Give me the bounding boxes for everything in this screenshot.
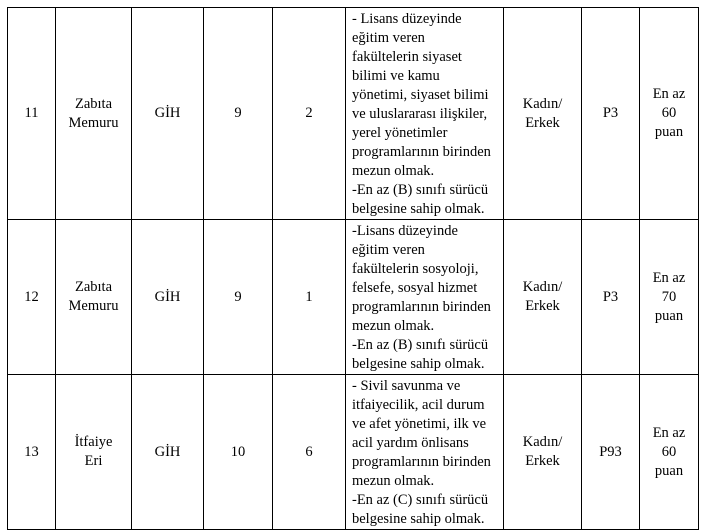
table-row (8, 8, 699, 220)
requirement-line: programlarının birinden (352, 299, 491, 315)
requirement-line: - Sivil savunma ve (352, 378, 461, 394)
table-row (8, 220, 699, 375)
requirement-line: ve afet yönetimi, ilk ve (352, 416, 487, 432)
position-count: 2 (273, 8, 346, 220)
gender (504, 375, 582, 530)
position-class: GİH (132, 8, 204, 220)
row-number: 11 (8, 8, 56, 220)
position-title-line: Eri (84, 453, 103, 469)
gender-line: Kadın/ (522, 95, 563, 112)
position-class: GİH (132, 220, 204, 375)
requirement-line: felsefe, sosyal hizmet (352, 280, 478, 296)
gender-line: Erkek (525, 298, 560, 314)
minimum-score (640, 8, 699, 220)
requirement-line: programlarının birinden (352, 144, 491, 160)
position-title-line: Memuru (68, 298, 119, 314)
position-title (56, 8, 132, 220)
requirement-line: ve uluslararası ilişkiler, (352, 106, 488, 122)
position-class: GİH (132, 375, 204, 530)
requirement-line: -En az (B) sınıfı sürücü (352, 182, 489, 198)
position-count: 1 (273, 220, 346, 375)
position-title (56, 220, 132, 375)
requirement-line: -En az (B) sınıfı sürücü (352, 337, 489, 353)
table-row (8, 375, 699, 530)
positions-table (7, 7, 699, 530)
requirements (346, 220, 504, 375)
position-count: 6 (273, 375, 346, 530)
requirement-line: belgesine sahip olmak. (352, 201, 485, 217)
requirement-line: - Lisans düzeyinde (352, 11, 462, 27)
minimum-score-line: 60 (661, 443, 677, 460)
row-number: 13 (8, 375, 56, 530)
requirement-line: eğitim veren (352, 30, 425, 46)
requirement-line: yönetimi, siyaset bilimi (352, 87, 489, 103)
gender (504, 220, 582, 375)
position-title-line: Zabıta (74, 95, 113, 112)
position-title-line: Memuru (68, 114, 119, 131)
kpss-score-type: P93 (582, 375, 640, 530)
requirement-line: belgesine sahip olmak. (352, 511, 485, 527)
requirement-line: fakültelerin sosyoloji, (352, 261, 479, 277)
requirement-line: yerel yönetimler (352, 125, 448, 141)
position-grade: 10 (204, 375, 273, 530)
gender-line: Erkek (525, 114, 560, 131)
position-title-line: Zabıta (74, 279, 113, 295)
minimum-score-line: En az (652, 86, 686, 102)
requirements (346, 375, 504, 530)
requirement-line: mezun olmak. (352, 473, 435, 489)
position-title (56, 375, 132, 530)
minimum-score-line: puan (654, 124, 684, 140)
gender (504, 8, 582, 220)
minimum-score (640, 375, 699, 530)
requirement-line: fakültelerin siyaset (352, 49, 462, 65)
position-grade: 9 (204, 220, 273, 375)
requirement-line: bilimi ve kamu (352, 68, 440, 84)
minimum-score-line: 60 (661, 105, 677, 121)
requirements (346, 8, 504, 220)
requirement-line: eğitim veren (352, 242, 425, 258)
requirement-line: belgesine sahip olmak. (352, 356, 485, 372)
minimum-score-line: puan (654, 462, 684, 479)
kpss-score-type: P3 (582, 8, 640, 220)
requirement-line: itfaiyecilik, acil durum (352, 397, 485, 413)
requirement-line: -Lisans düzeyinde (352, 223, 458, 239)
minimum-score-line: En az (652, 269, 686, 286)
requirement-line: mezun olmak. (352, 163, 435, 179)
requirement-line: mezun olmak. (352, 318, 435, 334)
gender-line: Kadın/ (522, 279, 563, 295)
minimum-score-line: 70 (661, 288, 677, 305)
minimum-score (640, 220, 699, 375)
position-title-line: İtfaiye (74, 434, 113, 450)
row-number: 12 (8, 220, 56, 375)
requirement-line: acil yardım önlisans (352, 435, 469, 451)
position-grade: 9 (204, 8, 273, 220)
gender-line: Erkek (525, 453, 560, 469)
requirement-line: -En az (C) sınıfı sürücü (352, 492, 489, 508)
gender-line: Kadın/ (522, 434, 563, 450)
requirement-line: programlarının birinden (352, 454, 491, 470)
minimum-score-line: puan (654, 307, 684, 324)
kpss-score-type: P3 (582, 220, 640, 375)
minimum-score-line: En az (652, 424, 686, 441)
